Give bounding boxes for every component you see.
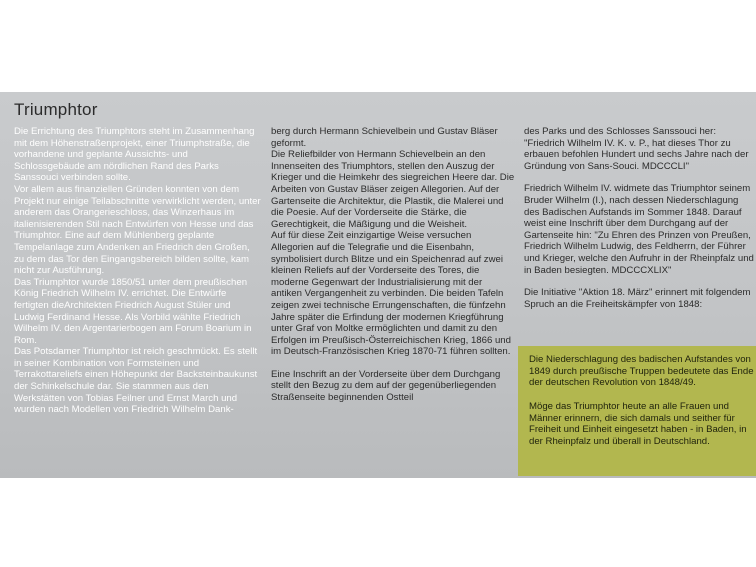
paragraph-dedication: Friedrich Wilhelm IV. widmete das Triumphtor seinem Bruder Wilhelm (I.), nach dessen Niederschlagung des Badischen Aufstands im Sommer 1848. Darauf weist eine Inschrift über dem Durchgang auf der Gartenseite hin: "Zu Ehren des Prinzen von Preußen, Friedrich Wilhelm Ludwig, des Feldherrn, der Führer und Krieger, welche den Aufruhr in der Rheinpfalz und in Baden besiegten. MDCCCXLIX" [524, 183, 754, 276]
box-paragraph-2: Möge das Triumphtor heute an alle Frauen und Männer erinnern, die sich damals und seither für Freiheit und Einheit eingesetzt haben - in Baden, in der Rheinpfalz und überall in Deutschland. [529, 401, 747, 447]
paragraph-reliefs: Die Reliefbilder von Hermann Schievelbein an den Innenseiten des Triumphtors, stellen den Auszug der Krieger und die Heimkehr des siegreichen Heere dar. Die Arbeiten von Gustav Bläser zeigen Allegorien. Auf der Gartenseite die Architektur, die Plastik, die Malerei und die Poesie. Auf der Vorderseite die Stärke, die Gerechtigkeit, die Mäßigung und die Weisheit. [271, 149, 515, 230]
paragraph-decoration: Das Potsdamer Triumphtor ist reich geschmückt. Es stellt in seiner Kombination von Formsteinen und Terrakottareliefs einen Höhepunkt der Backsteinbaukunst der Schinkelschule dar. Sie stammen aus den Werkstätten von Tobias Feilner und Ernst March und wurden nach Modellen von Friedrich Wilhelm Dank- [14, 346, 258, 416]
sign-title: Triumphtor [14, 100, 98, 119]
text-column-3 [524, 126, 754, 310]
paragraph-inscription: Eine Inschrift an der Vorderseite über dem Durchgang stellt den Bezug zu dem auf der gegenüberliegenden Straßenseite beginnenden Ostteil [271, 368, 501, 404]
text-column-1 [14, 126, 261, 416]
paragraph-intro: Die Errichtung des Triumphtors steht im Zusammenhang mit dem Höhenstraßenprojekt, einer Triumphstraße, die vorhandene und geplante Aussichts- und Schlossgebäude am nördlichen Rand des Parks Sanssouci verbinden sollte. [14, 126, 255, 184]
paragraph-continued: berg durch Hermann Schievelbein und Gustav Bläser geformt. [271, 126, 498, 149]
text-column-2 [271, 126, 515, 404]
paragraph-construction: Das Triumphtor wurde 1850/51 unter dem preußischen König Friedrich Wilhelm IV. errichtet. Die Entwürfe fertigten dieArchitekten Friedrich August Stüler und Ludwig Ferdinand Hesse. Als Vorbild wählte Friedrich Wilhelm IV. den Argentarierbogen am Forum Boarium in Rom. [14, 276, 252, 346]
info-sign [0, 92, 756, 478]
box-paragraph-1: Die Niederschlagung des badischen Aufstandes von 1849 durch preußische Truppen bedeutete das Ende der deutschen Revolution von 1848/49. [529, 354, 754, 389]
paragraph-allegories: Auf für diese Zeit einzigartige Weise versuchen Allegorien auf die Telegrafie und die Eisenbahn, symbolisiert durch Blitze und ein Speichenrad auf zwei kleinen Reliefs auf der Vorderseite des Tores, die moderne Gegenwart der Industrialisierung mit der antiken Vergangenheit zu verbinden. Die beiden Tafeln zeigen zwei technische Errungenschaften, die fünfzehn Jahre später die Erfindung der modernen Kriegführung unter Graf von Moltke ermöglichten und damit zu den Erfolgen im Preußisch-Österreichischen Krieg, 1866 und im Deutsch-Französischen Krieg 1870-71 führen sollten. [271, 230, 511, 358]
highlight-box [518, 346, 756, 476]
paragraph-project: Vor allem aus finanziellen Gründen konnten von dem Projekt nur einige Teilabschnitte verwirklicht werden, unter anderem das Orangerieschloss, das Winzerhaus im italienisierenden Stil nach Entwürfen von Hesse und das Triumphtor. Eine auf dem Mühlenberg geplante Tempelanlage zum Andenken an Friedrich den Großen, zu dem das Tor den Eingangsbereich bilden sollte, kam nicht zur Ausführung. [14, 183, 261, 277]
paragraph-inscription-text: des Parks und des Schlosses Sanssouci her: "Friedrich Wilhelm IV. K. v. P., hat dieses Thor zu erbauen befohlen Hundert und sechs Jahre nach der Gründung von Sans-Souci. MDCCCLI" [524, 126, 749, 172]
paragraph-initiative: Die Initiative "Aktion 18. März" erinnert mit folgendem Spruch an die Freiheitskämpfer von 1848: [524, 287, 751, 310]
